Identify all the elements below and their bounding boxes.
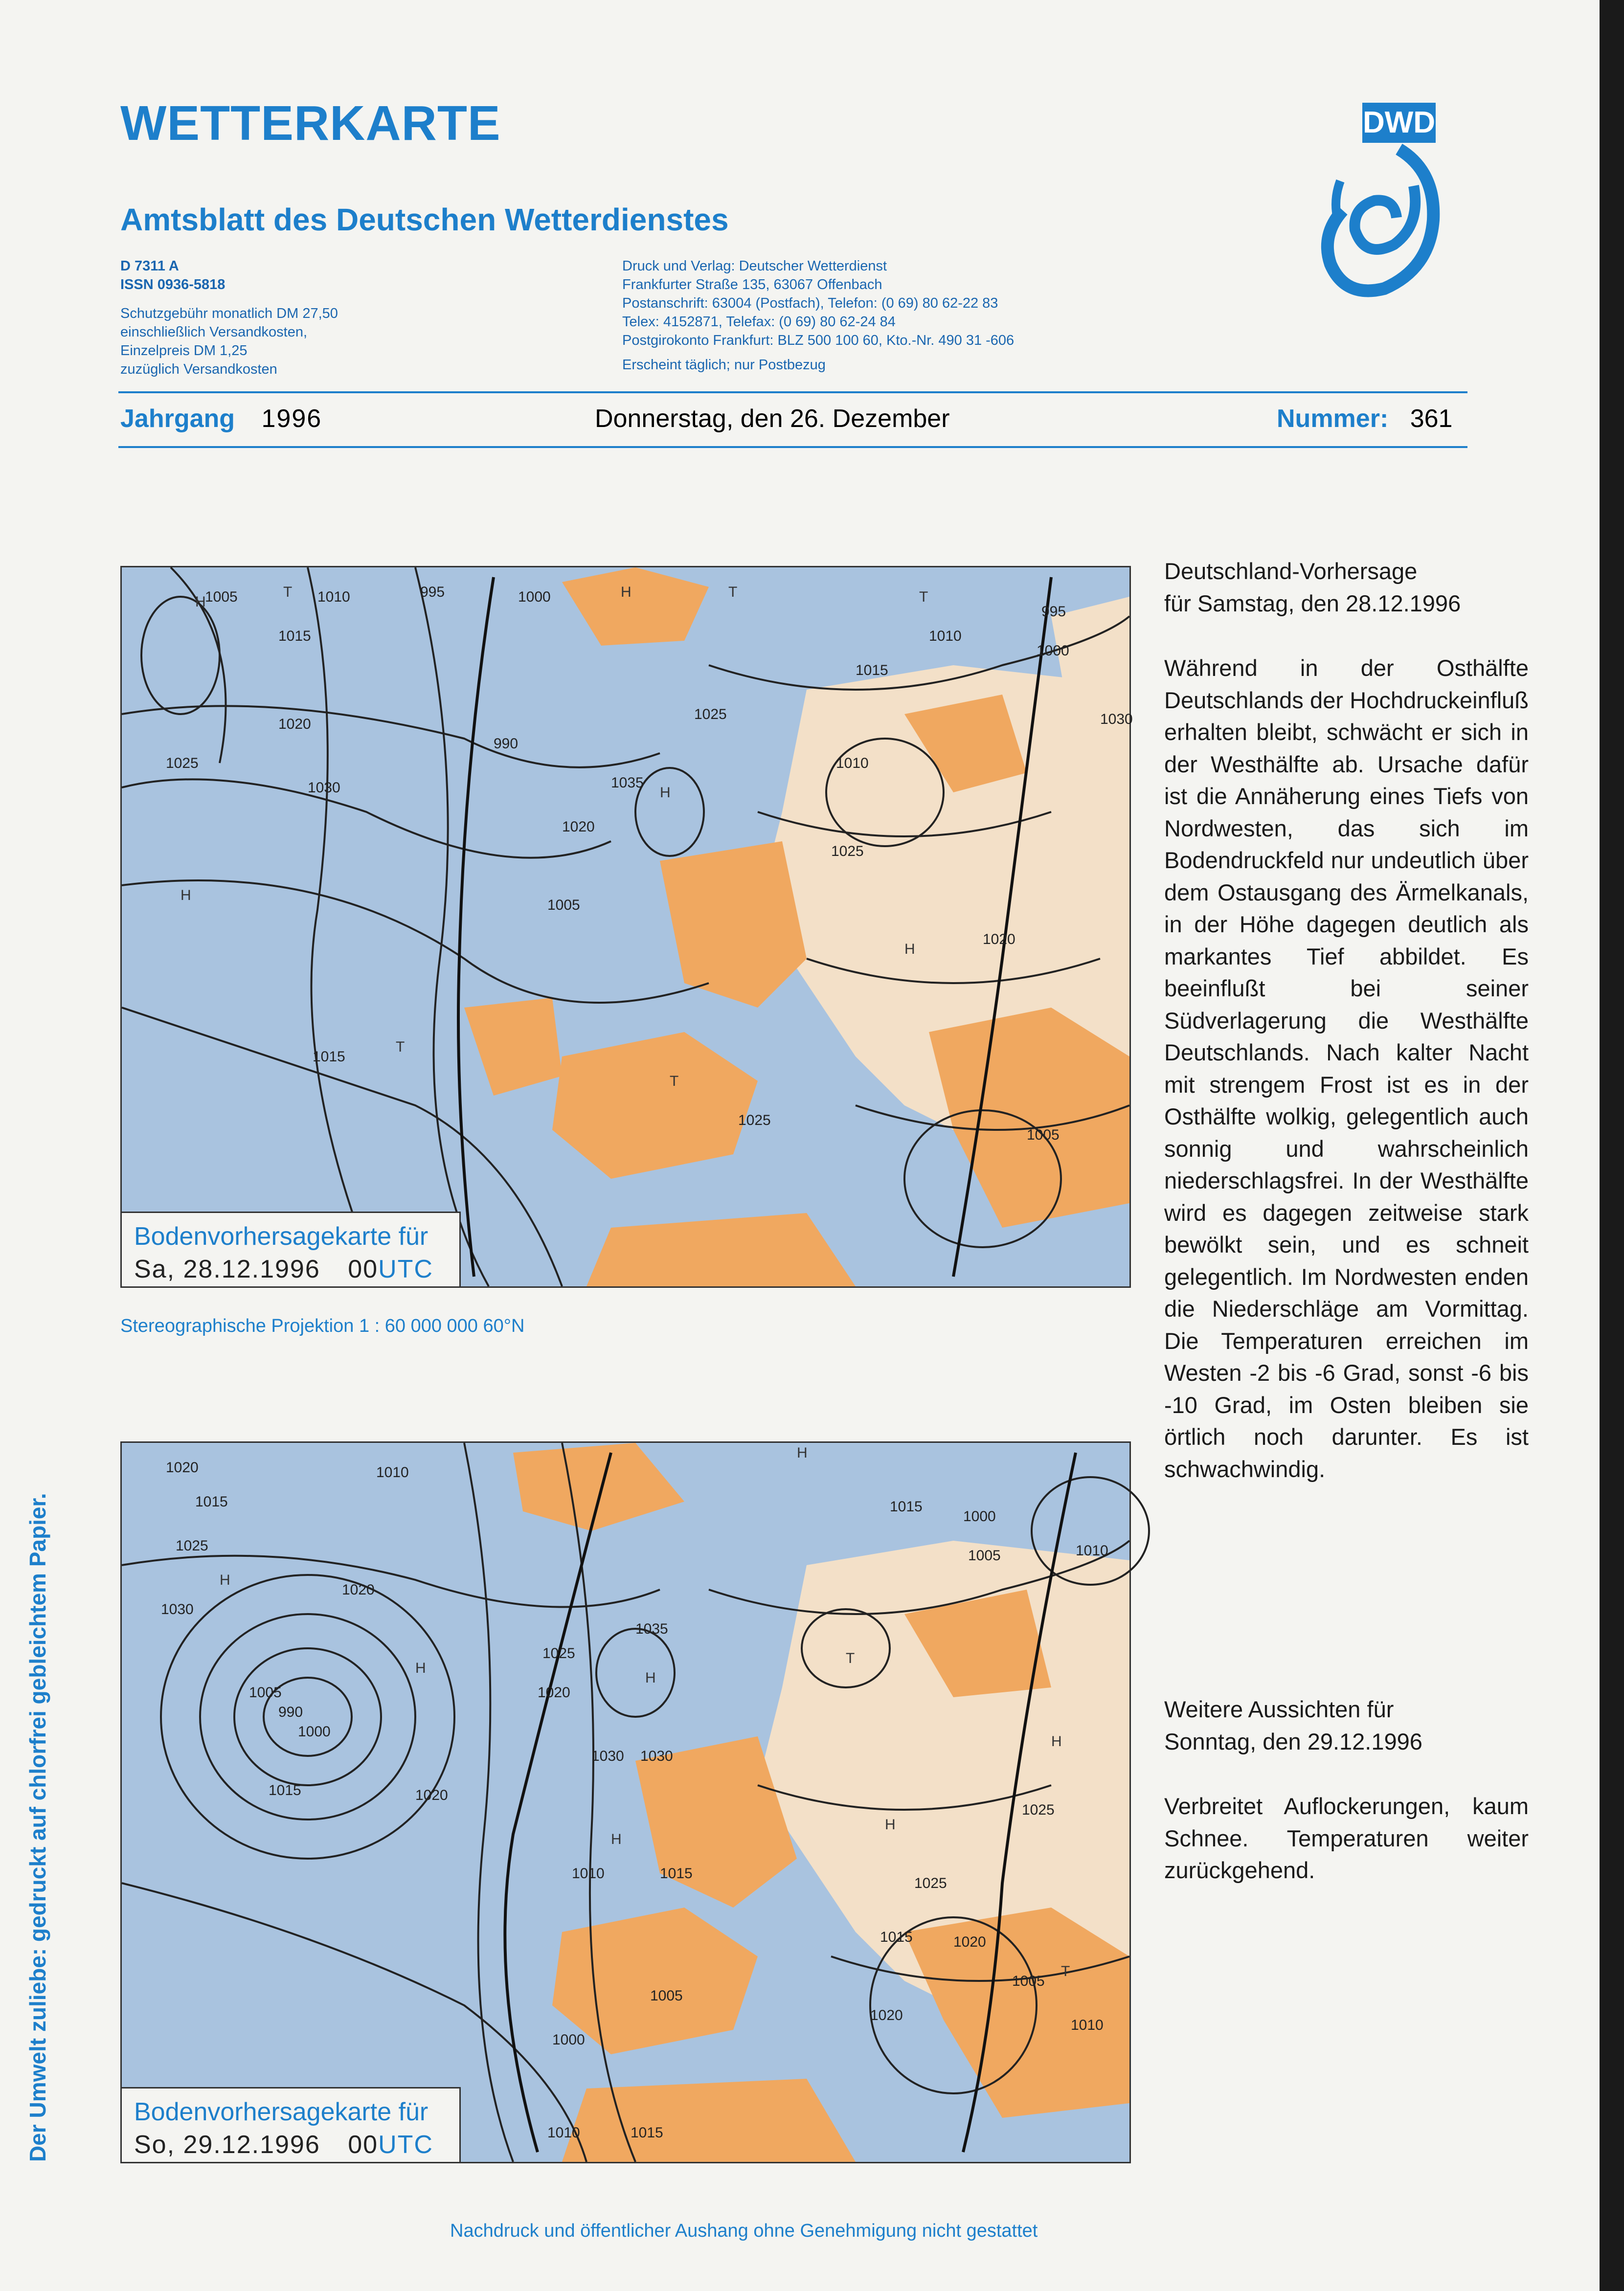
dwd-logo-text: DWD <box>1362 103 1436 143</box>
isobar-label: 1020 <box>166 1460 199 1476</box>
outlook-subheading: Sonntag, den 29.12.1996 <box>1164 1728 1422 1754</box>
fee-block <box>120 304 338 379</box>
map-caption-2 <box>122 2087 461 2162</box>
svg-text:H: H <box>611 1831 622 1847</box>
map-utc: UTC <box>378 1255 433 1283</box>
svg-text:T: T <box>1061 1963 1070 1979</box>
isobar-label: 1015 <box>278 628 311 644</box>
isobar-label: 1020 <box>562 819 595 835</box>
isobar-label: 1000 <box>298 1724 331 1740</box>
dwd-logo <box>1316 103 1438 298</box>
page-title: WETTERKARTE <box>120 96 501 151</box>
isobar-label: 1005 <box>1027 1127 1060 1143</box>
isobar-label: 1015 <box>269 1782 301 1798</box>
forecast-heading-block <box>1164 555 1529 619</box>
map-caption-date <box>134 2130 433 2159</box>
isobar-label: 1010 <box>376 1464 409 1481</box>
map-graphic <box>122 567 1133 1286</box>
map-date: Sa, 28.12.1996 <box>134 1255 320 1283</box>
isobar-label: 1025 <box>694 706 727 722</box>
publisher-line: Telex: 4152871, Telefax: (0 69) 80 62-24 84 <box>622 314 896 330</box>
isobar-label: 1005 <box>650 1988 683 2004</box>
svg-text:H: H <box>415 1660 426 1676</box>
scan-edge <box>1600 0 1624 2291</box>
svg-text:H: H <box>621 584 632 600</box>
page-subtitle: Amtsblatt des Deutschen Wetterdienstes <box>120 202 729 237</box>
isobar-label: 1000 <box>1037 643 1069 659</box>
isobar-label: 1020 <box>953 1934 986 1950</box>
isobar-label: 1010 <box>836 755 869 771</box>
isobar-label: 1020 <box>278 716 311 732</box>
isobar-label: 1010 <box>317 589 350 605</box>
header-rule-top <box>118 391 1467 393</box>
svg-text:H: H <box>220 1572 230 1588</box>
map-date: So, 29.12.1996 <box>134 2131 320 2159</box>
svg-text:T: T <box>919 589 928 605</box>
frequency-line: Erscheint täglich; nur Postbezug <box>622 357 826 373</box>
svg-text:T: T <box>728 584 738 600</box>
isobar-label: 1010 <box>1076 1543 1108 1559</box>
svg-text:H: H <box>195 594 206 610</box>
map-caption-1 <box>122 1212 461 1286</box>
projection-note: Stereographische Projektion 1 : 60 000 000 60°N <box>120 1316 525 1336</box>
publisher-line: Druck und Verlag: Deutscher Wetterdienst <box>622 258 887 274</box>
number-value: 361 <box>1410 404 1453 433</box>
isobar-label: 1000 <box>963 1508 996 1525</box>
forecast-subheading: für Samstag, den 28.12.1996 <box>1164 590 1461 616</box>
isobar-label: 1005 <box>1012 1973 1045 1989</box>
reprint-notice: Nachdruck und öffentlicher Aushang ohne Genehmigung nicht gestattet <box>450 2221 1038 2241</box>
isobar-label: 1035 <box>611 775 644 791</box>
environment-note: Der Umwelt zuliebe: gedruckt auf chlorfrei gebleichtem Papier. <box>25 1493 50 2162</box>
publisher-line: Postanschrift: 63004 (Postfach), Telefon: (0 69) 80 62-22 83 <box>622 295 998 311</box>
header-rule-bottom <box>118 446 1467 448</box>
svg-text:H: H <box>797 1445 808 1461</box>
isobar-label: 1010 <box>547 2125 580 2141</box>
isobar-label: 1025 <box>1022 1802 1055 1818</box>
isobar-label: 1030 <box>591 1748 624 1764</box>
id-line: ISSN 0936-5818 <box>120 277 226 292</box>
isobar-label: 1020 <box>415 1787 448 1803</box>
isobar-label: 1020 <box>983 931 1015 947</box>
isobar-label: 1015 <box>856 662 888 678</box>
year-label: Jahrgang <box>120 404 235 433</box>
id-block <box>120 257 225 294</box>
isobar-label: 1010 <box>572 1865 605 1882</box>
isobar-label: 1000 <box>518 589 551 605</box>
isobar-label: 995 <box>1041 604 1066 620</box>
surface-forecast-map-1 <box>120 566 1131 1288</box>
svg-text:H: H <box>904 941 915 957</box>
isobar-label: 1025 <box>542 1645 575 1662</box>
number-label: Nummer: <box>1277 404 1389 433</box>
issue-date: Donnerstag, den 26. Dezember <box>595 404 950 433</box>
fee-line: einschließlich Versandkosten, <box>120 324 308 340</box>
svg-text:H: H <box>660 785 671 801</box>
publisher-line: Frankfurter Straße 135, 63067 Offenbach <box>622 277 882 292</box>
fee-line: zuzüglich Versandkosten <box>120 361 277 377</box>
forecast-body: Während in der Osthälfte Deutschlands der Hochdruckeinfluß erhalten bleibt, schwächt er sich in der Westhälfte ab. Ursache dafür ist die Annäherung eines Tiefs von Nordwesten, das sich im Bodendruckfeld nur undeutlich über dem Ostausgang des Ärmelkanals, in der Höhe dagegen deutlich als markantes Tief abbildet. Es beeinflußt bei seiner Südverlagerung die Westhälfte Deutschlands. Nach kalter Nacht mit strengem Frost ist es in der Osthälfte wolkig, gelegentlich auch sonnig und wahrscheinlich niederschlagsfrei. In der Westhälfte wird es dagegen zeitweise stark bewölkt sein, und es schneit gelegentlich. Im Nordwesten enden die Niederschläge am Vormittag. Die Temperaturen erreichen im Westen -2 bis -6 Grad, sonst -6 bis -10 Grad, im Osten bleiben sie örtlich noch darunter. Es ist schwachwindig. <box>1164 655 1529 1482</box>
svg-text:H: H <box>180 887 191 903</box>
isobar-label: 1015 <box>631 2125 663 2141</box>
outlook-heading: Weitere Aussichten für <box>1164 1696 1394 1722</box>
isobar-label: 1025 <box>914 1875 947 1891</box>
svg-text:H: H <box>1051 1733 1062 1750</box>
isobar-label: 1005 <box>249 1685 282 1701</box>
map-caption-date <box>134 1255 433 1284</box>
isobar-label: 1015 <box>880 1929 913 1945</box>
isobar-label: 990 <box>278 1704 303 1720</box>
outlook-body: Verbreitet Auflockerungen, kaum Schnee. Temperaturen weiter zurückgehend. <box>1164 1793 1529 1883</box>
svg-text:H: H <box>885 1817 896 1833</box>
isobar-label: 1005 <box>968 1548 1001 1564</box>
isobar-label: 1000 <box>552 2032 585 2048</box>
publisher-line: Postgirokonto Frankfurt: BLZ 500 100 60, Kto.-Nr. 490 31 -606 <box>622 333 1015 348</box>
isobar-label: 1005 <box>205 589 238 605</box>
isobar-label: 1035 <box>635 1621 668 1637</box>
isobar-label: 1020 <box>870 2007 903 2023</box>
isobar-label: 1025 <box>738 1112 771 1128</box>
forecast-heading: Deutschland-Vorhersage <box>1164 558 1418 584</box>
map-time: 00 <box>348 2131 379 2159</box>
svg-text:T: T <box>670 1073 679 1089</box>
svg-text:T: T <box>283 584 293 600</box>
fee-line: Schutzgebühr monatlich DM 27,50 <box>120 306 338 321</box>
isobar-label: 1025 <box>166 755 199 771</box>
isobar-label: 1025 <box>176 1538 208 1554</box>
id-line: D 7311 A <box>120 258 179 274</box>
isobar-label: 1015 <box>660 1865 693 1882</box>
outlook-heading-block <box>1164 1693 1529 1757</box>
map-graphic <box>122 1443 1129 2162</box>
isobar-label: 1015 <box>313 1049 345 1065</box>
map-time: 00 <box>348 1255 379 1283</box>
isobar-label: 1030 <box>308 780 340 796</box>
year-value: 1996 <box>261 404 322 433</box>
number-block <box>1277 404 1452 433</box>
map-utc: UTC <box>378 2131 433 2159</box>
isobar-label: 1030 <box>161 1601 194 1617</box>
surface-forecast-map-2 <box>120 1441 1131 2163</box>
map-caption-title: Bodenvorhersagekarte für <box>134 1222 429 1251</box>
svg-text:H: H <box>645 1670 656 1686</box>
map-caption-title: Bodenvorhersagekarte für <box>134 2098 429 2126</box>
isobar-label: 1015 <box>890 1499 923 1515</box>
isobar-label: 1030 <box>1100 711 1133 727</box>
isobar-label: 1020 <box>342 1582 375 1598</box>
isobar-label: 990 <box>494 736 519 752</box>
isobar-label: 1015 <box>195 1494 228 1510</box>
isobar-label: 1005 <box>547 897 580 913</box>
svg-text:T: T <box>396 1039 405 1055</box>
isobar-label: 1025 <box>831 843 864 859</box>
isobar-label: 1010 <box>929 628 962 644</box>
isobar-label: 1020 <box>538 1685 570 1701</box>
swirl-icon <box>1316 103 1438 298</box>
isobar-label: 1030 <box>640 1748 673 1764</box>
svg-text:T: T <box>846 1650 855 1666</box>
isobar-label: 995 <box>420 584 445 600</box>
year-block <box>120 404 322 433</box>
publisher-block <box>622 257 1014 374</box>
isobar-label: 1010 <box>1071 2017 1104 2033</box>
fee-line: Einzelpreis DM 1,25 <box>120 343 248 359</box>
